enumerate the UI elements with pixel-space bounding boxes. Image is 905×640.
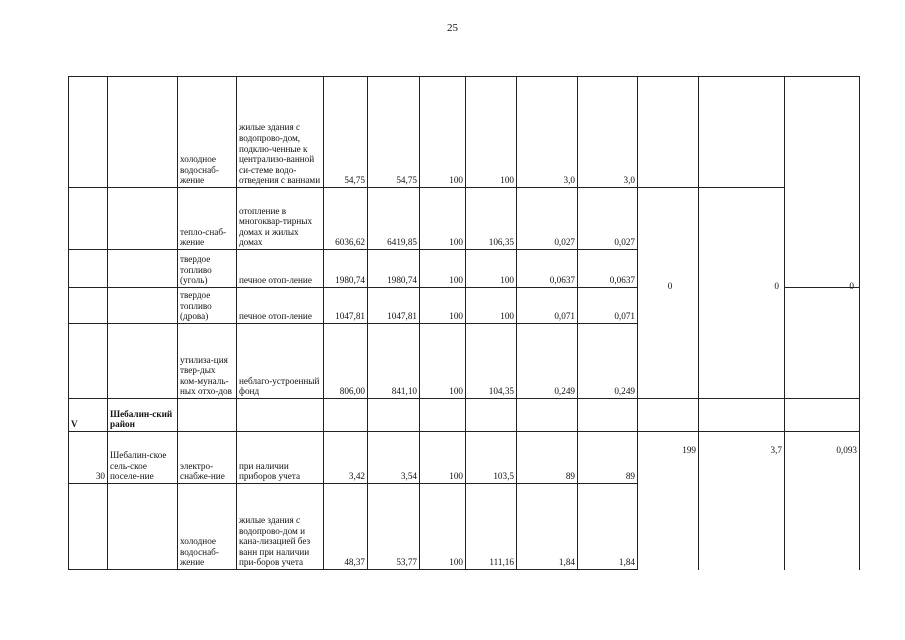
cell-value: 103,5 xyxy=(466,432,517,484)
cell-empty xyxy=(178,399,237,432)
cell-number xyxy=(69,188,108,250)
cell-value: 1980,74 xyxy=(324,250,368,288)
cell-value: 100 xyxy=(420,288,466,324)
cell-description: при наличии приборов учета xyxy=(237,432,324,484)
cell-value: 0,249 xyxy=(517,324,578,399)
cell-empty xyxy=(237,399,324,432)
cell-value: 106,35 xyxy=(466,188,517,250)
cell-value: 0,249 xyxy=(578,324,638,399)
cell-empty xyxy=(638,188,699,399)
cell-value: 1,84 xyxy=(517,484,578,570)
cell-value: 6036,62 xyxy=(324,188,368,250)
cell-total: 199 xyxy=(638,432,699,570)
cell-total: 3,7 xyxy=(699,432,785,570)
cell-number: 30 xyxy=(69,432,108,484)
cell-empty xyxy=(324,399,368,432)
group1-total-3: 0 xyxy=(849,281,854,291)
cell-value: 100 xyxy=(420,324,466,399)
cell-value: 1047,81 xyxy=(368,288,420,324)
cell-description: печное отоп-ление xyxy=(237,250,324,288)
cell-empty xyxy=(699,188,785,399)
cell-value: 48,37 xyxy=(324,484,368,570)
cell-value: 100 xyxy=(466,288,517,324)
cell-value: 0,027 xyxy=(517,188,578,250)
cell-value: 1980,74 xyxy=(368,250,420,288)
cell-value: 53,77 xyxy=(368,484,420,570)
table-row xyxy=(69,188,860,250)
cell-value: 100 xyxy=(466,250,517,288)
cell-value: 89 xyxy=(578,432,638,484)
cell-value: 100 xyxy=(420,250,466,288)
cell-empty xyxy=(368,399,420,432)
group1-total-2: 0 xyxy=(774,281,779,291)
cell-empty xyxy=(466,399,517,432)
table-row xyxy=(69,399,860,432)
cell-value: 111,16 xyxy=(466,484,517,570)
cell-empty xyxy=(699,77,785,188)
cell-empty xyxy=(699,399,785,432)
cell-district-name: Шебалин-ский район xyxy=(108,399,178,432)
cell-number xyxy=(69,77,108,188)
cell-description: жилые здания с водопрово-дом и кана-лизацией без ванн при наличии при-боров учета xyxy=(237,484,324,570)
table-row xyxy=(69,432,860,484)
cell-empty xyxy=(638,399,699,432)
cell-service: твердое топливо (дрова) xyxy=(178,288,237,324)
cell-empty xyxy=(785,288,860,399)
cell-value: 841,10 xyxy=(368,324,420,399)
cell-value: 1,84 xyxy=(578,484,638,570)
cell-municipality xyxy=(108,484,178,570)
cell-value: 3,0 xyxy=(517,77,578,188)
cell-section-number: V xyxy=(69,399,108,432)
table-row xyxy=(69,77,860,188)
cell-municipality: Шебалин-ское сель-ское поселе-ние xyxy=(108,432,178,484)
cell-service: холодное водоснаб-жение xyxy=(178,77,237,188)
cell-empty xyxy=(638,77,699,188)
cell-description: печное отоп-ление xyxy=(237,288,324,324)
cell-value: 1047,81 xyxy=(324,288,368,324)
cell-value: 0,0637 xyxy=(517,250,578,288)
cell-service: твердое топливо (уголь) xyxy=(178,250,237,288)
cell-service: утилиза-ция твер-дых ком-муналь-ных отхо-дов xyxy=(178,324,237,399)
cell-number xyxy=(69,288,108,324)
cell-number xyxy=(69,484,108,570)
cell-value: 54,75 xyxy=(324,77,368,188)
cell-value: 100 xyxy=(420,484,466,570)
cell-value: 3,0 xyxy=(578,77,638,188)
cell-total: 0,093 xyxy=(785,432,860,570)
cell-service: электро-снабже-ние xyxy=(178,432,237,484)
cell-service: холодное водоснаб-жение xyxy=(178,484,237,570)
group1-total-1: 0 xyxy=(667,281,673,291)
cell-municipality xyxy=(108,324,178,399)
cell-municipality xyxy=(108,250,178,288)
cell-value: 0,071 xyxy=(578,288,638,324)
cell-value: 0,071 xyxy=(517,288,578,324)
cell-value: 100 xyxy=(420,77,466,188)
cell-empty xyxy=(420,399,466,432)
cell-empty xyxy=(785,399,860,432)
cell-value: 3,54 xyxy=(368,432,420,484)
cell-empty xyxy=(785,77,860,288)
cell-value: 89 xyxy=(517,432,578,484)
cell-description: жилые здания с водопрово-дом, подклю-ченные к централизо-ванной си-стеме водо-отведения с ваннами xyxy=(237,77,324,188)
cell-empty xyxy=(517,399,578,432)
cell-number xyxy=(69,250,108,288)
cell-empty xyxy=(578,399,638,432)
cell-value: 6419,85 xyxy=(368,188,420,250)
tariff-table xyxy=(68,76,860,570)
cell-value: 104,35 xyxy=(466,324,517,399)
cell-service: тепло-снаб-жение xyxy=(178,188,237,250)
cell-description: отопление в многоквар-тирных домах и жилых домах xyxy=(237,188,324,250)
cell-value: 0,027 xyxy=(578,188,638,250)
cell-value: 0,0637 xyxy=(578,250,638,288)
cell-municipality xyxy=(108,77,178,188)
cell-number xyxy=(69,324,108,399)
cell-value: 54,75 xyxy=(368,77,420,188)
cell-value: 100 xyxy=(420,432,466,484)
cell-value: 806,00 xyxy=(324,324,368,399)
cell-value: 100 xyxy=(420,188,466,250)
cell-value: 100 xyxy=(466,77,517,188)
page-number: 25 xyxy=(447,22,458,34)
cell-municipality xyxy=(108,188,178,250)
cell-municipality xyxy=(108,288,178,324)
cell-description: неблаго-устроенный фонд xyxy=(237,324,324,399)
cell-value: 3,42 xyxy=(324,432,368,484)
